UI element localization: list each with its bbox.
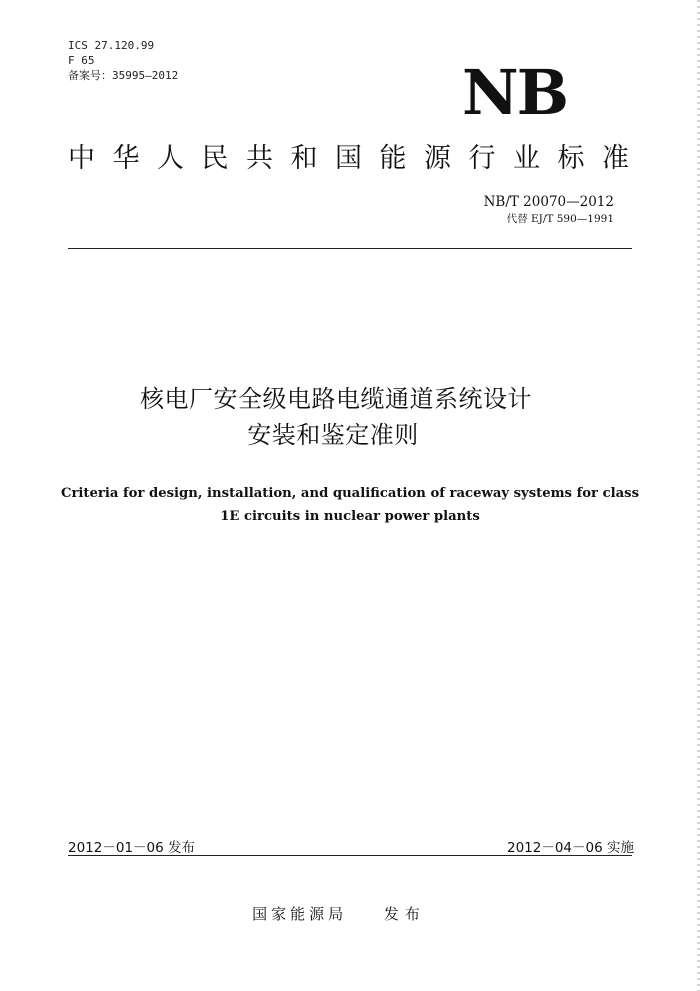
issue-date: 2012－01－06 发布	[68, 840, 196, 856]
effective-date: 2012－04－06 实施	[506, 840, 634, 856]
standard-code: NB/T 20070—2012	[483, 194, 614, 210]
ics-code: ICS 27.120.99	[68, 39, 155, 52]
title-chinese-line1: 核电厂安全级电路电缆通道系统设计	[140, 385, 532, 413]
title-chinese	[0, 381, 700, 453]
classification-block	[68, 38, 178, 83]
title-chinese-line2: 安装和鉴定准则	[247, 421, 419, 449]
record-number: 备案号：35995—2012	[68, 69, 179, 82]
footer-divider	[68, 855, 632, 856]
title-english	[20, 482, 680, 528]
standard-code-block	[484, 193, 614, 227]
title-english-line2: 1E circuits in nuclear power plants	[220, 509, 480, 524]
header-divider	[68, 248, 632, 249]
nb-logo: NB	[462, 56, 568, 129]
title-english-line1: Criteria for design, installation, and qualification of raceway systems for class	[60, 486, 640, 501]
category-code: F 65	[68, 54, 95, 67]
replaces-code: 代替 EJ/T 590—1991	[506, 213, 614, 225]
issuer-line	[0, 903, 700, 924]
issuer-organization: 国家能源局	[252, 905, 348, 923]
standard-type-heading: 中华人民共和国能源行业标准	[68, 143, 647, 174]
issuer-action: 发布	[383, 905, 426, 923]
